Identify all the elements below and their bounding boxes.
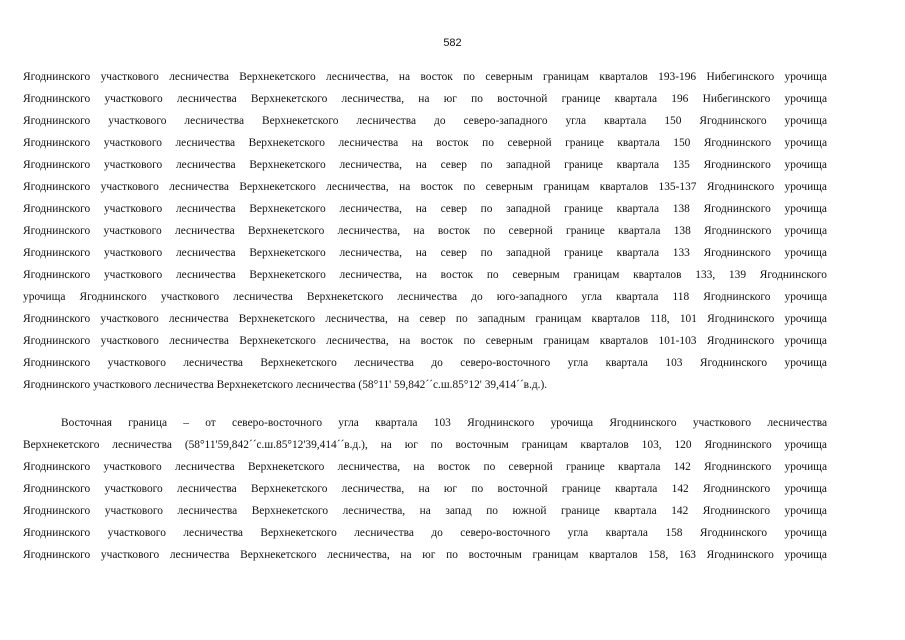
text-line: Ягоднинского участкового лесничества Верхнекетского лесничества на восток по северной границе квартала 150 Ягоднинского урочища xyxy=(23,137,827,149)
text-line: Ягоднинского участкового лесничества Верхнекетского лесничества, на восток по северным границам кварталов 193-196 Нибегинского урочища xyxy=(23,71,827,83)
text-line: Ягоднинского участкового лесничества Верхнекетского лесничества, на восток по северной границе квартала 142 Ягоднинского урочища xyxy=(23,461,827,473)
text-line: Ягоднинского участкового лесничества Верхнекетского лесничества, на север по западным границам кварталов 118, 101 Ягоднинского урочища xyxy=(23,313,827,325)
text-line: Ягоднинского участкового лесничества Верхнекетского лесничества, на запад по южной границе квартала 142 Ягоднинского урочища xyxy=(23,505,827,517)
text-line: Ягоднинского участкового лесничества Верхнекетского лесничества (58°11' 59,842´´с.ш.85°12' 39,414´´в.д.). xyxy=(23,379,548,391)
text-line: Верхнекетского лесничества (58°11'59,842´´с.ш.85°12'39,414´´в.д.), на юг по восточным границам кварталов 103, 120 Ягоднинского урочища xyxy=(23,439,827,451)
text-line: Ягоднинского участкового лесничества Верхнекетского лесничества, на юг по восточной границе квартала 196 Нибегинского урочища xyxy=(23,93,827,105)
paragraph-2 xyxy=(23,412,827,566)
text-line: Ягоднинского участкового лесничества Верхнекетского лесничества, на север по западной границе квартала 135 Ягоднинского урочища xyxy=(23,159,827,171)
text-line: Ягоднинского участкового лесничества Верхнекетского лесничества до северо-западного угла квартала 150 Ягоднинского урочища xyxy=(23,115,827,127)
text-line: Восточная граница – от северо-восточного угла квартала 103 Ягоднинского урочища Ягоднинского участкового лесничества xyxy=(61,417,827,429)
text-line: урочища Ягоднинского участкового лесничества Верхнекетского лесничества до юго-западного угла квартала 118 Ягоднинского урочища xyxy=(23,291,827,303)
text-line: Ягоднинского участкового лесничества Верхнекетского лесничества, на восток по северным границам кварталов 101-103 Ягоднинского урочища xyxy=(23,335,827,347)
page-number: 582 xyxy=(443,37,462,49)
paragraph-1 xyxy=(23,66,827,396)
text-line: Ягоднинского участкового лесничества Верхнекетского лесничества, на юг по восточным границам кварталов 158, 163 Ягоднинского урочища xyxy=(23,549,827,561)
text-line: Ягоднинского участкового лесничества Верхнекетского лесничества, на восток по северным границам кварталов 133, 139 Ягоднинского xyxy=(23,269,827,281)
text-line: Ягоднинского участкового лесничества Верхнекетского лесничества, на север по западной границе квартала 133 Ягоднинского урочища xyxy=(23,247,827,259)
text-line: Ягоднинского участкового лесничества Верхнекетского лесничества, на север по западной границе квартала 138 Ягоднинского урочища xyxy=(23,203,827,215)
text-line: Ягоднинского участкового лесничества Верхнекетского лесничества, на восток по северной границе квартала 138 Ягоднинского урочища xyxy=(23,225,827,237)
text-line: Ягоднинского участкового лесничества Верхнекетского лесничества до северо-восточного угла квартала 103 Ягоднинского урочища xyxy=(23,357,827,369)
text-line: Ягоднинского участкового лесничества Верхнекетского лесничества до северо-восточного угла квартала 158 Ягоднинского урочища xyxy=(23,527,827,539)
text-line: Ягоднинского участкового лесничества Верхнекетского лесничества, на восток по северным границам кварталов 135-137 Ягоднинского урочища xyxy=(23,181,827,193)
text-line: Ягоднинского участкового лесничества Верхнекетского лесничества, на юг по восточной границе квартала 142 Ягоднинского урочища xyxy=(23,483,827,495)
